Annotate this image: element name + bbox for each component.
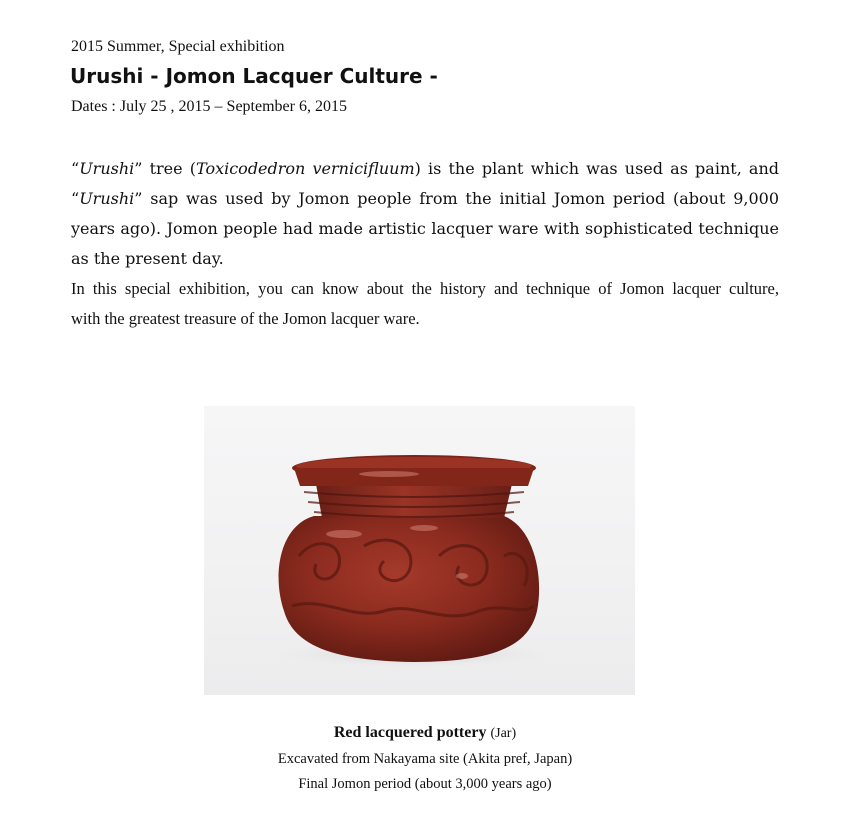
exhibition-season: 2015 Summer, Special exhibition: [71, 38, 285, 55]
artifact-type: (Jar): [490, 726, 517, 741]
caption-title: [200, 724, 650, 742]
urushi-term: Urushi: [79, 159, 135, 178]
artifact-name: Red lacquered pottery: [333, 724, 487, 741]
exhibition-dates: Dates : July 25 , 2015 – September 6, 2015: [71, 98, 347, 115]
scientific-name: Toxicodedron vernicifluum: [196, 159, 415, 178]
quote-mark: “: [71, 189, 80, 208]
intro-text: [71, 154, 779, 334]
intro-fragment: ” tree (: [134, 159, 197, 178]
quote-mark: “: [71, 159, 80, 178]
caption-period: Final Jomon period (about 3,000 years ago): [298, 776, 552, 792]
intro-fragment: ” sap was used by Jomon people from the initial Jomon period (about 9,000 years ago). Jomon people had made artistic lacquer ware with sophisticated technique as the present day.: [71, 189, 779, 268]
urushi-term: Urushi: [79, 189, 135, 208]
caption-site: Excavated from Nakayama site (Akita pref, Japan): [277, 751, 573, 767]
intro-paragraph-1: [71, 154, 779, 274]
exhibition-title: Urushi - Jomon Lacquer Culture -: [70, 64, 438, 88]
intro-line: In this special exhibition, you can know about the history and technique of Jomon lacquer culture,: [71, 279, 779, 298]
pottery-photo: [204, 406, 635, 695]
intro-fragment: ) is the plant which was used as paint, and: [414, 159, 780, 178]
intro-line: with the greatest treasure of the Jomon lacquer ware.: [71, 309, 420, 328]
red-lacquered-jar-image: [204, 406, 635, 695]
intro-paragraph-2: [71, 274, 779, 334]
